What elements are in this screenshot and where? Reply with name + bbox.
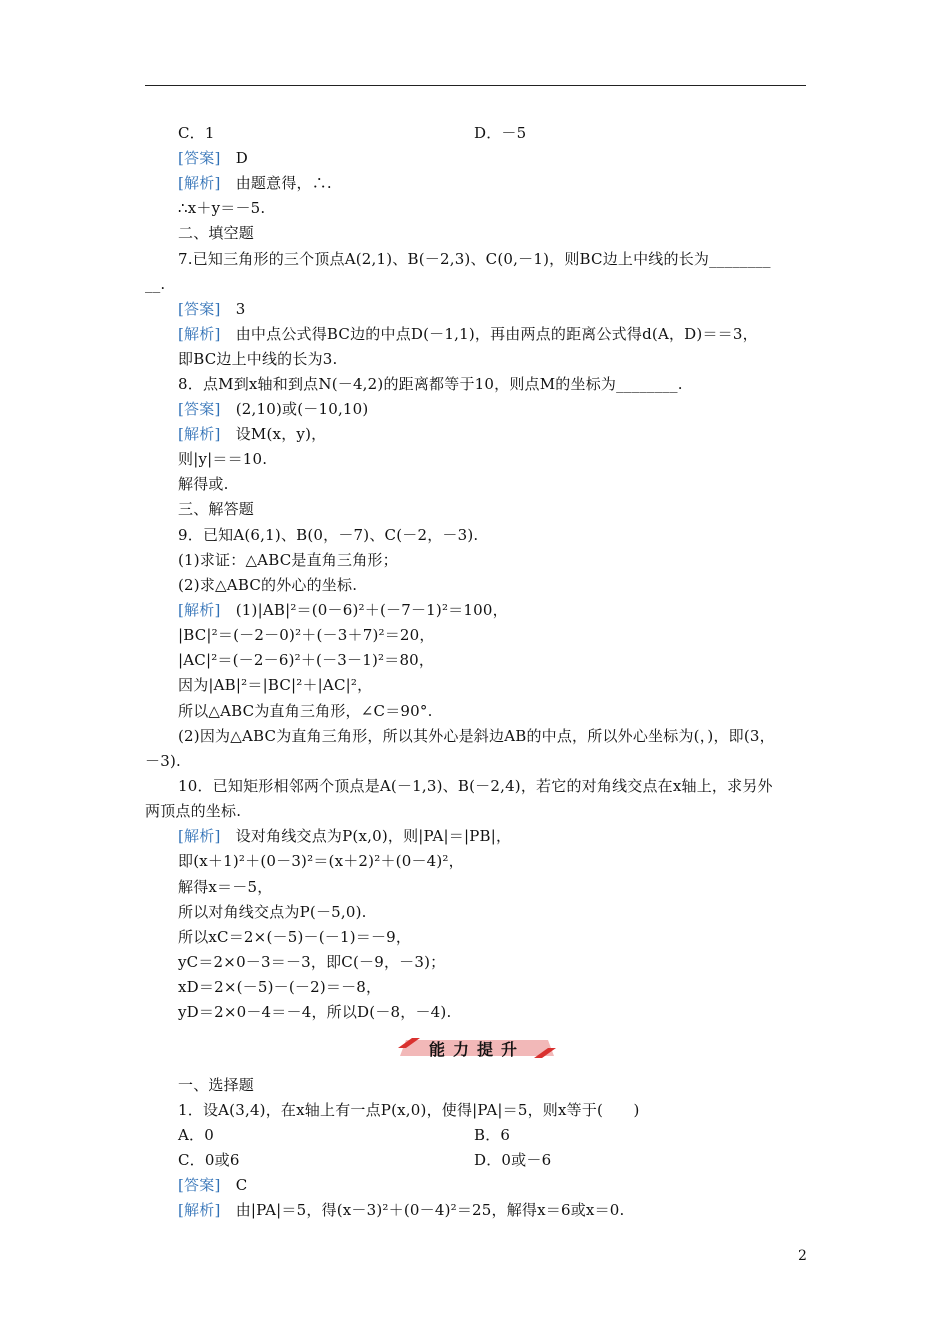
text-line: 所以xC＝2×(－5)－(－1)＝－9， [178,928,412,946]
text-line: (2)因为△ABC为直角三角形，所以其外心是斜边AB的中点，所以外心坐标为(，)，即(3， [178,727,775,745]
question-9-part-2: (2)求△ABC的外心的坐标. [178,576,358,594]
analysis-text: 由题意得，∴. [235,174,332,192]
question-10: 10．已知矩形相邻两个顶点是A(－1,3)、B(－2,4)，若它的对角线交点在x轴上，求另外 [178,777,773,795]
text-line: 即BC边上中线的长为3. [178,350,338,368]
text-line: ∴x＋y＝－5. [178,199,266,217]
section-heading: 三、解答题 [178,500,255,518]
section-banner [398,1036,556,1060]
option-c: C．0或6 [178,1151,240,1169]
answer-tag: [答案] [178,400,221,418]
analysis-line [178,600,508,620]
question-9: 9．已知A(6,1)、B(0，－7)、C(－2，－3). [178,526,479,544]
option-a: A．0 [178,1126,214,1144]
option-d: D．0或－6 [474,1151,552,1169]
header-rule [145,85,806,86]
text-line: 所以对角线交点为P(－5,0). [178,903,367,921]
option-c: C．1 [178,124,215,142]
question-10-cont: 两顶点的坐标. [145,802,242,820]
analysis-tag: [解析] [178,325,221,343]
answer-tag: [答案] [178,300,221,318]
analysis-text: (1)|AB|²＝(0－6)²＋(－7－1)²＝100， [235,601,508,619]
analysis-text: 设对角线交点为P(x,0)，则|PA|＝|PB|， [235,827,512,845]
question-9-part-1: (1)求证：△ABC是直角三角形； [178,551,398,569]
analysis-text: 由|PA|＝5，得(x－3)²＋(0－4)²＝25，解得x＝6或x＝0. [235,1201,625,1219]
banner-title: 能力提升 [428,1040,525,1059]
analysis-line [178,1200,625,1220]
answer-value: D [235,149,248,167]
option-b: B．6 [474,1126,511,1144]
text-line: 因为|AB|²＝|BC|²＋|AC|²， [178,676,373,694]
answer-tag: [答案] [178,149,221,167]
answer-value: 3 [235,300,246,318]
analysis-text: 设M(x，y)， [235,425,327,443]
text-line: yC＝2×0－3＝－3，即C(－9，－3)； [178,953,446,971]
analysis-tag: [解析] [178,601,221,619]
analysis-tag: [解析] [178,174,221,192]
text-line: xD＝2×(－5)－(－2)＝－8， [178,978,382,996]
question-1: 1．设A(3,4)，在x轴上有一点P(x,0)，使得|PA|＝5，则x等于( ) [178,1101,640,1119]
analysis-line [178,173,332,193]
text-line: |BC|²＝(－2－0)²＋(－3＋7)²＝20， [178,626,435,644]
analysis-text: 由中点公式得BC边的中点D(－1,1)，再由两点的距离公式得d(A，D)＝＝3， [235,325,758,343]
text-line: yD＝2×0－4＝－4，所以D(－8，－4). [178,1003,452,1021]
text-line: －3). [145,752,181,770]
analysis-line [178,826,511,846]
page-number: 2 [798,1248,807,1264]
analysis-tag: [解析] [178,425,221,443]
analysis-line [178,324,758,344]
answer-line [178,299,245,319]
text-line: |AC|²＝(－2－6)²＋(－3－1)²＝80， [178,651,435,669]
answer-tag: [答案] [178,1176,221,1194]
answer-value: (2,10)或(－10,10) [235,400,369,418]
analysis-tag: [解析] [178,827,221,845]
text-line: 所以△ABC为直角三角形，∠C＝90°. [178,702,433,720]
question-8: 8．点M到x轴和到点N(－4,2)的距离都等于10，则点M的坐标为________. [178,375,683,393]
analysis-tag: [解析] [178,1201,221,1219]
question-7: 7.已知三角形的三个顶点A(2,1)、B(－2,3)、C(0,－1)，则BC边上中线的长为________ [178,250,771,268]
section-heading: 一、选择题 [178,1076,255,1094]
analysis-line [178,424,326,444]
question-7-cont: __. [145,275,166,293]
text-line: 则|y|＝＝10. [178,450,268,468]
option-d: D．－5 [474,124,527,142]
text-line: 解得x＝－5， [178,878,273,896]
text-line: 解得或. [178,475,229,493]
answer-value: C [235,1176,248,1194]
section-heading: 二、填空题 [178,224,255,242]
answer-line [178,1175,247,1195]
text-line: 即(x＋1)²＋(0－3)²＝(x＋2)²＋(0－4)²， [178,852,464,870]
answer-line [178,148,248,168]
answer-line [178,399,368,419]
